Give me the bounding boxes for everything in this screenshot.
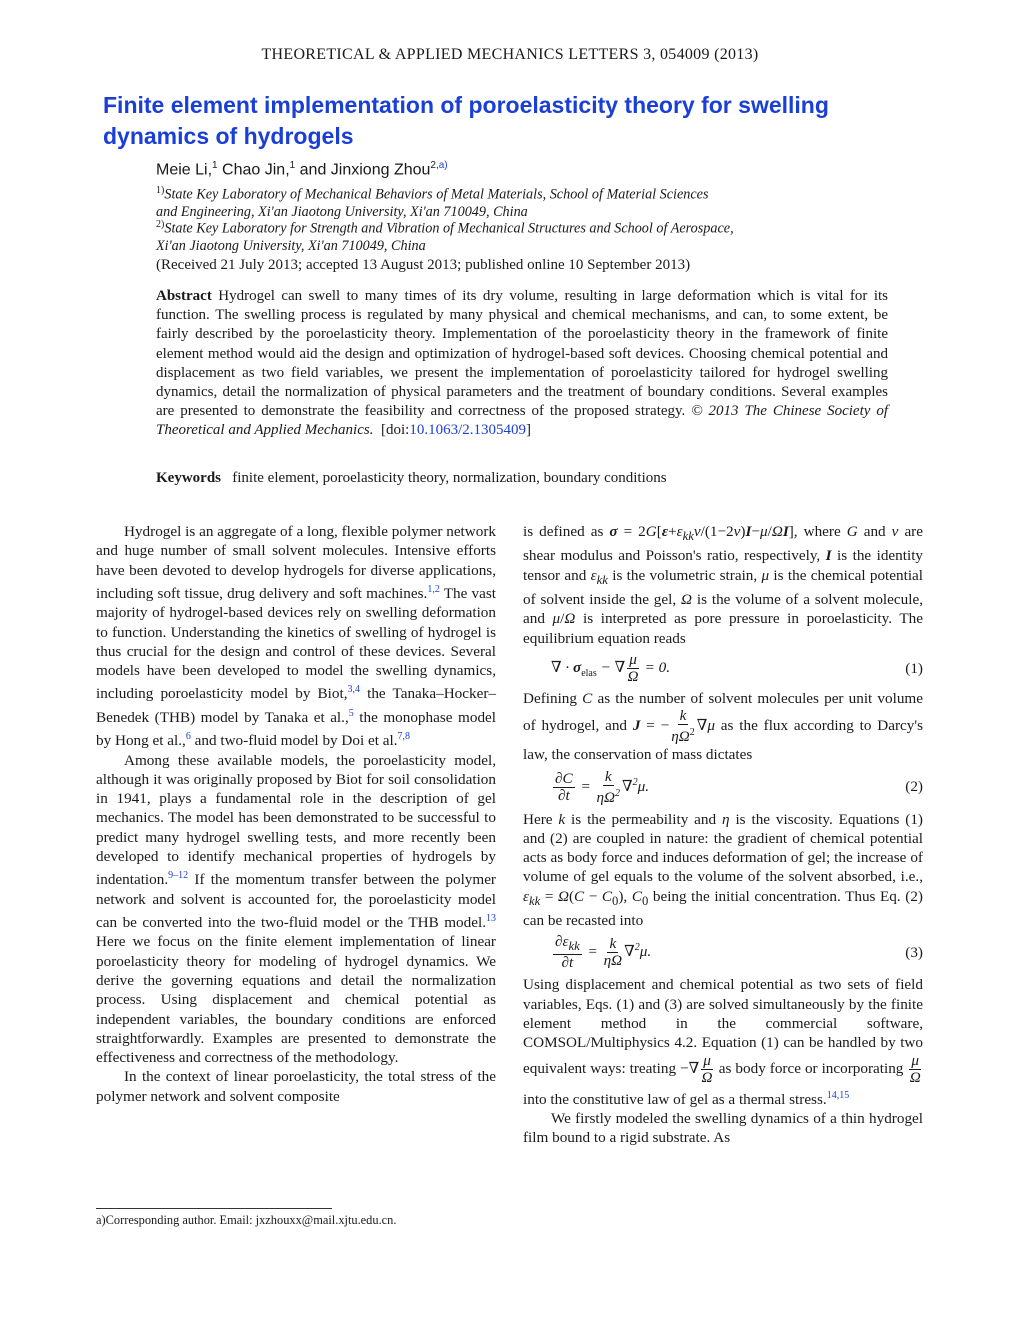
publication-dates: (Received 21 July 2013; accepted 13 August 2013; published online 10 September 2013) (156, 257, 691, 273)
abstract (156, 287, 888, 441)
running-head: THEORETICAL & APPLIED MECHANICS LETTERS 3, 054009 (2013) (261, 46, 759, 63)
paragraph: Here k is the permeability and η is the viscosity. Equations (1) and (2) are coupled in nature: the gradient of chemical potential acts as body force and induces deformation of gel; the increase of volume of gel equals to the volume of the solvent absorbed, i.e., $\varepsilon_{kk} = \Omega(C - C_0)$, $C_0$ being the initial concentration. Thus Eq. (2) can be recasted into (523, 810, 923, 930)
copyright-notice: © 2013 The Chinese Society of Theoretical and Applied Mechanics. (156, 403, 888, 439)
doi-suffix: ] (525, 422, 531, 439)
paper-title: Finite element implementation of poroelasticity theory for swelling dynamics of hydrogels (103, 92, 829, 149)
doi-prefix: [doi: (380, 422, 410, 439)
left-column (96, 522, 496, 1106)
doi-link[interactable]: 10.1063/2.1305409 (409, 422, 526, 439)
abstract-label: Abstract (156, 288, 212, 304)
keywords (156, 470, 667, 487)
paragraph: Among these available models, the poroelasticity model, although it was originally proposed by Biot for soil consolidation in 1941, plays a fundamental role in the description of gel mechanics. The model has been demonstrated to be successful to predict many hydrogel swelling tests, and more recently been developed to identify mechanical properties of hydrogels by indentation.$^{9-12}$ If the momentum transfer between the polymer network and solvent is accounted for, the poroelasticity model can be converted into the two-fluid model or the THB model.$^{13}$ Here we focus on the finite element implementation of linear poroelasticity theory for modeling of hydrogel dynamics. We derive the governing equations and detail the normalization process. Using displacement and chemical potential as independent variables, the boundary conditions are enforced straightforwardly. Examples are presented to demonstrate the effectiveness and correctness of the methodology. (96, 751, 496, 1067)
right-column (523, 522, 923, 1148)
abstract-text: Hydrogel can swell to many times of its dry volume, resulting in large deformation which is vital for its function. The swelling process is regulated by many physical and chemical mechanisms, and can, to some extent, be fairly described by the poroelasticity theory. Implementation of the poroelasticity theory in the framework of finite element method would aid the design and optimization of hydrogel-based soft devices. Choosing chemical potential and displacement as two field variables, we present the implementation of poroelasticity tailored for hydrogel swelling dynamics, detail the normalization of physical parameters and the treatment of boundary conditions. Several examples are presented to demonstrate the feasibility and correctness of the proposed strategy. (156, 288, 889, 420)
footnote-rule (96, 1208, 332, 1209)
paragraph: Using displacement and chemical potential as two sets of field variables, Eqs. (1) and (3) are solved simultaneously by the finite element method in the commercial software, COMSOL/Multiphysics 4.2. Equation (1) can be handled by two equivalent ways: treating −∇ $\frac{\mu}{\Omega}$ as body force or incorporating $\frac{\mu}{\Omega}$ into the constitutive law of gel as a thermal stress.$^{14,15}$ (523, 976, 923, 1108)
paragraph: Hydrogel is an aggregate of a long, flexible polymer network and huge number of small solvent molecules. Intensive efforts have been devoted to develop hydrogels for diverse applications, including soft tissue, drug delivery and soft machines.$^{1,2}$ The vast majority of hydrogel-based devices rely on swelling deformation to function. Understanding the kinetics of swelling of hydrogel is thus crucial for the design and control of these devices. Several models have been developed to model the swelling dynamics, including poroelasticity model by Biot,$^{3,4}$ the Tanaka–Hocker–Benedek (THB) model by Tanaka et al.,$^5$ the monophase model by Hong et al.,$^6$ and two-fluid model by Doi et al.$^{7,8}$ (96, 523, 496, 750)
equation-1: ∇ · $\sigma_{elas}$ − ∇ $\frac{\mu}{\Omega}$ = 0. (1) (551, 650, 923, 685)
paragraph: In the context of linear poroelasticity, the total stress of the polymer network and solvent composite (96, 1068, 496, 1105)
keywords-text: finite element, poroelasticity theory, normalization, boundary conditions (232, 470, 667, 486)
keywords-label: Keywords (156, 470, 221, 486)
equation-3: $\frac{\partial\varepsilon_{kk}}{\partial t}$ = $\frac{k}{\eta\Omega}$ ∇$^2$μ. (3) (555, 933, 923, 972)
footnote: a)Corresponding author. Email: jxzhouxx@mail.xjtu.edu.cn. (96, 1213, 397, 1227)
paragraph: Defining C as the number of solvent molecules per unit volume of hydrogel, and J = − $\frac{k}{\eta\Omega^2}$ ∇μ as the flux according to Darcy's law, the conservation of mass dictates (523, 689, 923, 764)
affiliation-2: $^{2)}$State Key Laboratory for Strength and Vibration of Mechanical Structures and School of Aerospace, Xi'an Jiaotong University, Xi'an 710049, China (156, 219, 734, 255)
author-list: Meie Li,$^1$ Chao Jin,$^1$ and Jinxiong Zhou$^{2,a)}$ (156, 160, 448, 179)
paragraph: We firstly modeled the swelling dynamics of a thin hydrogel film bound to a rigid substrate. As (523, 1109, 923, 1147)
affiliation-1: $^{1)}$State Key Laboratory of Mechanical Behaviors of Metal Materials, School of Material Sciences and Engineering, Xi'an Jiaotong University, Xi'an 710049, China (156, 185, 709, 221)
equation-2: $\frac{\partial C}{\partial t}$ = $\frac{k}{\eta\Omega^2}$ ∇$^2$μ. (2) (555, 767, 923, 806)
paragraph: is defined as $\sigma = 2G[\varepsilon+\varepsilon_{kk}\nu/(1-2\nu)I-\mu/\Omega I]$, where G and ν are shear modulus and Poisson's ratio, respectively, I is the identity tensor and $\varepsilon_{kk}$ is the volumetric strain, μ is the chemical potential of solvent inside the gel, Ω is the volume of a solvent molecule, and μ/Ω is interpreted as pore pressure in poroelasticity. The equilibrium equation reads (523, 523, 924, 647)
